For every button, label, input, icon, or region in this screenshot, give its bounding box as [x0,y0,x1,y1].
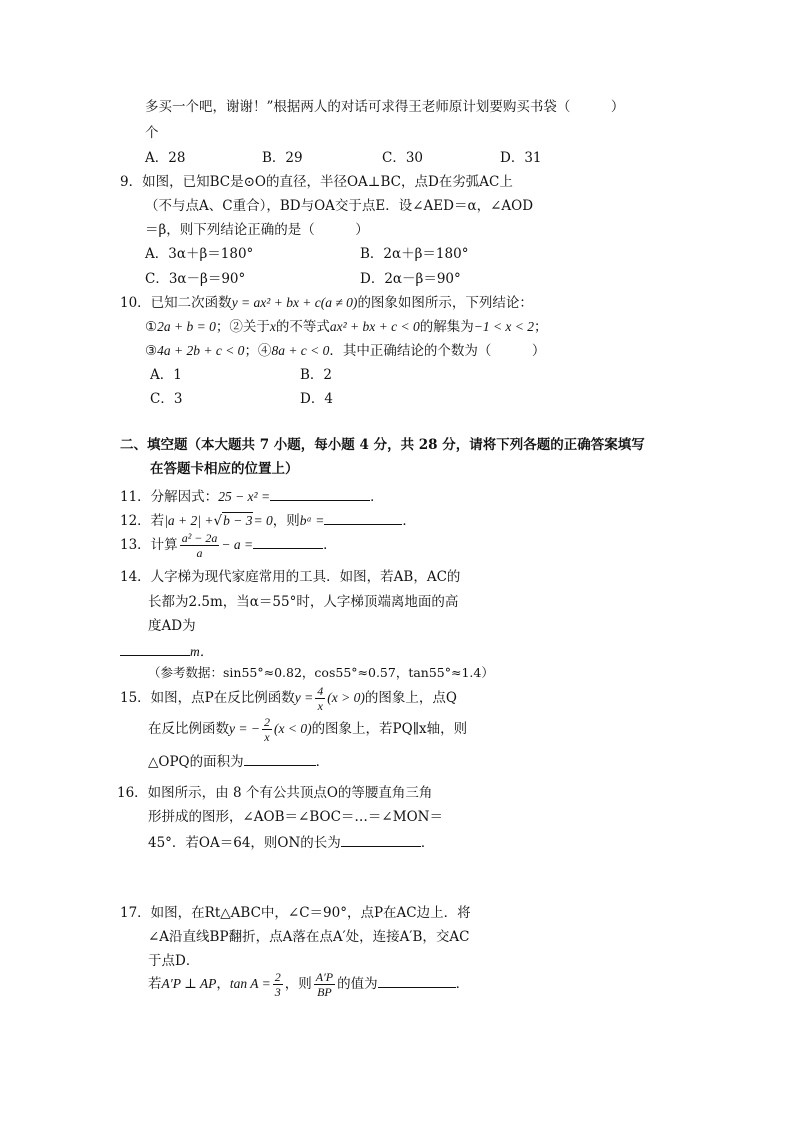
q14-reference-data: （参考数据：sin55°≈0.82，cos55°≈0.57，tan55°≈1.4） [148,665,494,680]
q10-l3-text-c: ．其中正确结论的个数为（ ） [329,343,546,359]
q10-l3-formula1: 4a + 2b + c < 0 [157,343,245,358]
q17-end: ． [455,976,470,992]
q10-line3 [145,342,545,360]
q17-l4-tan: tan A = [229,976,271,991]
q10-l1-text-a: 10．已知二次函数 [120,295,232,311]
q10-l3-text-b: ；④ [244,343,272,359]
q15-l1-denominator: x [315,698,325,713]
q17-answer-blank[interactable] [378,973,456,988]
q10-l3-mark3: ③ [145,343,158,359]
q15-l1-text-d: 的图象上，点Q [364,690,457,706]
q14-line4 [120,641,213,661]
q15-end: ． [315,754,330,770]
q15-line1 [120,683,457,713]
q11-formula: 25 − x² = [218,489,271,504]
q12-sqrt-radicand: b − 3 [223,513,253,528]
q15-line2 [148,714,467,744]
q12-text-b: ，则 [272,513,300,529]
q16-end: ． [420,835,435,851]
q13-end: ． [323,537,337,553]
q10-line1 [120,294,533,312]
q16-answer-blank[interactable] [341,832,421,847]
q17-l4-ratio-numerator: A′P [315,970,334,984]
q8-option-a: A．28 [145,150,186,166]
q10-option-a: A．1 [150,367,182,383]
q15-l1-text-a: 15．如图，点P在反比例函数 [120,690,295,706]
q8-option-c: C．30 [382,150,424,166]
q15-l1-fraction [315,684,325,713]
q9-option-c: C．3α－β＝90° [145,271,246,287]
q8-continuation-line1: 多买一个吧，谢谢！”根据两人的对话可求得王老师原计划要购买书袋（ ） [145,99,625,115]
q16-l3-text: 45°．若OA＝64，则ON的长为 [148,835,341,851]
q10-option-d: D．4 [300,391,333,407]
q17-line2: ∠A沿直线BP翻折，点A落在点A′处，连接A′B，交AC [148,929,470,945]
q17-l4-text-a: 若 [148,976,162,992]
q9-option-b: B．2α＋β＝180° [360,246,469,262]
q10-l1-text-b: 的图象如图所示，下列结论： [357,295,533,311]
q11-text: 11．分解因式： [120,489,219,505]
q13-answer-blank[interactable] [253,534,323,549]
q12-sqrt-sign: √ [213,513,223,529]
q14-line1: 14．人字梯为现代家庭常用的工具．如图，若AB，AC的 [120,569,461,585]
q15-l1-domain: (x > 0) [327,690,365,705]
q17-l4-tan-numerator: 2 [274,970,281,984]
q13-text: 13．计算 [120,537,178,553]
q10-l3-formula2: 8a + c < 0 [271,343,330,358]
q17-line3: 于点D． [148,953,200,969]
q10-l2-text-b: ；②关于 [215,319,270,335]
q13-line [120,530,337,560]
q12-answer-blank[interactable] [324,510,402,525]
q10-l2-formula3: −1 < x < 2 [473,319,535,334]
q15-l2-denominator: x [262,729,272,744]
q14-unit: m． [190,644,214,659]
q10-l2-mark1: ① [145,319,158,335]
q12-formula1: |a + 2| + [164,513,214,528]
q9-line1: 9．如图，已知BC是⊙O的直径，半径OA⊥BC，点D在劣弧AC上 [120,174,513,190]
q10-l2-text-c: 的不等式 [275,319,330,335]
q15-answer-blank[interactable] [244,751,316,766]
q17-l4-ratio-fraction [314,970,335,999]
q11-answer-blank[interactable] [270,486,370,501]
section2-heading-line2: 在答题卡相应的位置上） [150,461,299,477]
q10-l2-formula1: 2a + b = 0 [157,319,216,334]
q10-l2-formula2: ax² + bx + c < 0 [329,319,420,334]
q9-line2: （不与点A、C重合），BD与OA交于点E．设∠AED＝α，∠AOD [145,198,534,214]
q9-option-a: A．3α＋β＝180° [145,246,254,262]
q13-numerator: a² − 2a [181,531,218,545]
q12-text-a: 12．若 [120,513,165,529]
q8-continuation-line2: 个 [145,125,159,141]
q12-formula3: bᵃ = [299,513,325,528]
q15-l3-text: △OPQ的面积为 [148,754,244,770]
q14-answer-blank[interactable] [120,641,190,656]
q10-option-c: C．3 [150,391,183,407]
q12-end: ． [402,513,416,529]
q10-l2-text-d: 的解集为 [419,319,474,335]
q10-line2 [145,318,548,336]
q17-l4-text-d: 的值为 [337,976,378,992]
q17-line4 [148,968,469,1000]
q9-line3: ＝β，则下列结论正确的是（ ） [145,222,369,238]
q15-l2-text-a: 在反比例函数 [148,721,229,737]
q13-fraction [180,531,220,560]
q11-end: ． [370,489,384,505]
q15-l2-numerator: 2 [263,715,270,729]
q17-l4-tan-fraction [273,970,283,999]
q8-option-d: D．31 [500,150,542,166]
q12-line [120,510,416,530]
q17-l4-tan-denominator: 3 [274,985,281,999]
q16-line1: 16．如图所示，由 8 个有公共顶点O的等腰直角三角 [117,785,433,801]
q17-l4-ratio-denominator: BP [314,984,335,999]
q15-l1-numerator: 4 [317,684,324,698]
q11-line [120,486,384,506]
q10-l1-formula: y = ax² + bx + c(a ≠ 0) [231,295,358,310]
q15-l1-y: y = [294,690,314,705]
q15-l2-text-d: 的图象上，若PQ∥x轴，则 [311,721,468,737]
q14-line2: 长都为2.5m，当α＝55°时，人字梯顶端离地面的高 [148,594,459,610]
q16-line3 [148,832,434,852]
q15-line3 [148,751,329,771]
section2-heading-line1: 二、填空题（本大题共 7 小题，每小题 4 分，共 28 分，请将下列各题的正确答案填写 [120,437,645,453]
q17-l4-formula: A′P ⊥ AP [161,976,217,991]
q10-l2-var-x: x [269,319,276,334]
q17-l4-text-b: ， [216,976,230,992]
q8-option-b: B．29 [262,150,303,166]
q14-line3: 度AD为 [148,618,196,634]
q10-option-b: B．2 [300,367,333,383]
q9-option-d: D．2α－β＝90° [360,271,461,287]
q15-l2-fraction [262,715,272,744]
q15-l2-domain: (x < 0) [273,721,312,736]
q17-line1: 17．如图，在Rt△ABC中，∠C＝90°，点P在AC边上．将 [120,905,471,921]
q17-l4-text-c: ，则 [284,976,312,992]
q13-denominator: a [180,545,220,560]
q10-l2-text-e: ； [534,319,548,335]
q12-formula2: = 0 [253,513,273,528]
q16-line2: 形拼成的图形，∠AOB＝∠BOC＝…＝∠MON＝ [148,809,443,825]
q15-l2-y: y = − [229,721,260,736]
q13-formula: − a = [221,537,254,552]
